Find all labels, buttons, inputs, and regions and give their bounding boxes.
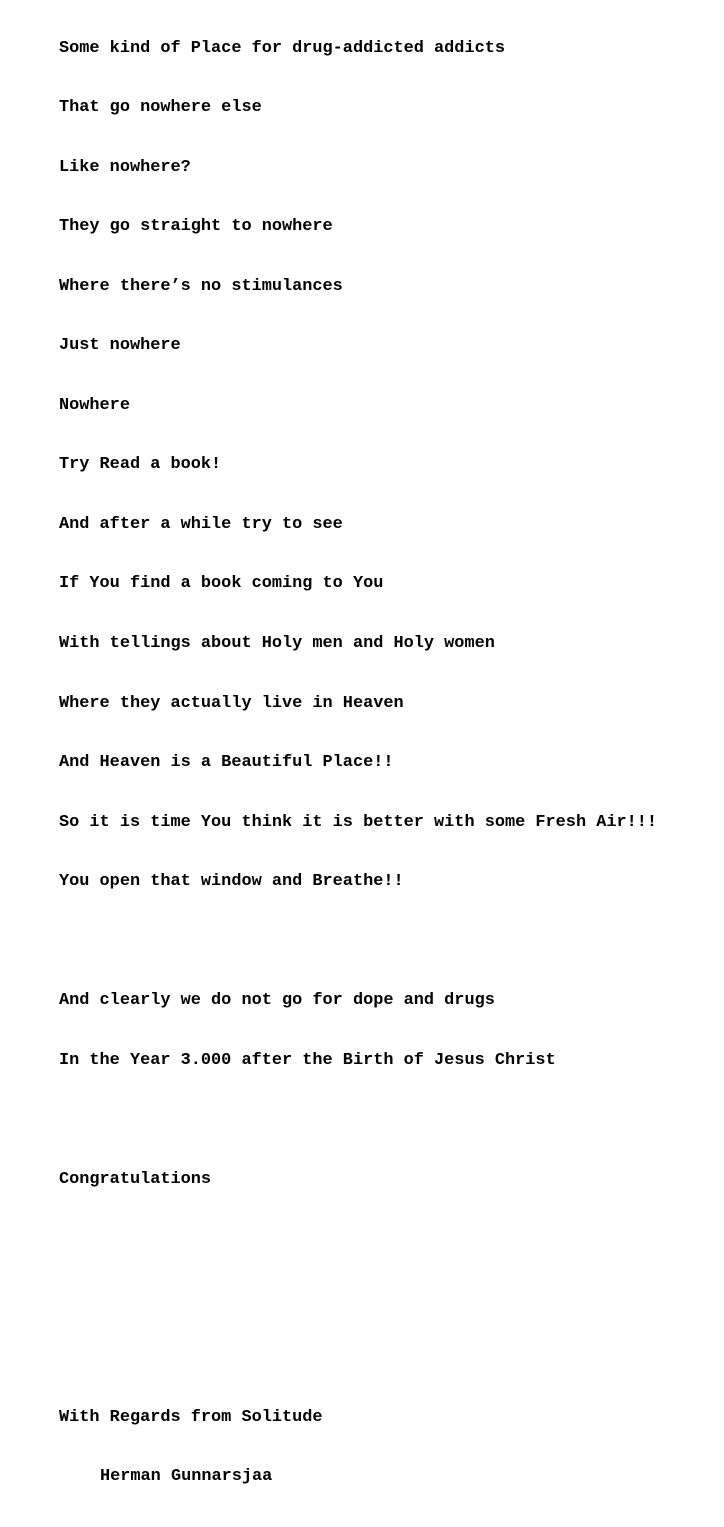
poem-line: So it is time You think it is better with some Fresh Air!!! <box>59 812 658 832</box>
signature-author: Herman Gunnarsjaa <box>100 1467 273 1487</box>
stanza-break <box>59 1110 657 1130</box>
poem-line: Nowhere <box>59 395 130 415</box>
poem-line: And after a while try to see <box>59 514 343 534</box>
poem-line: With tellings about Holy men and Holy women <box>59 634 495 653</box>
poem-line: Try Read a book! <box>59 455 222 475</box>
poem-line: Just nowhere <box>59 336 181 356</box>
poem-line: They go straight to nowhere <box>59 217 333 237</box>
spacer <box>59 1229 657 1249</box>
spacer <box>59 1289 657 1309</box>
poem-line: Where they actually live in Heaven <box>59 693 404 713</box>
poem-line: Some kind of Place for drug-addicted addicts <box>59 38 505 58</box>
poem-line: That go nowhere else <box>59 98 262 118</box>
stanza-break <box>59 932 657 952</box>
spacer <box>59 1348 657 1368</box>
poem-line: In the Year 3.000 after the Birth of Jesus Christ <box>59 1050 556 1070</box>
poem-text <box>59 0 657 1527</box>
poem-line: And Heaven is a Beautiful Place!! <box>59 753 394 773</box>
closing-line: Congratulations <box>59 1169 212 1189</box>
poem-line: If You find a book coming to You <box>59 574 384 594</box>
signature-regards: With Regards from Solitude <box>59 1407 323 1427</box>
poem-line: Like nowhere? <box>59 157 191 177</box>
poem-line: You open that window and Breathe!! <box>59 872 404 892</box>
poem-line: And clearly we do not go for dope and drugs <box>59 991 495 1011</box>
poem-line: Where there’s no stimulances <box>59 276 343 296</box>
